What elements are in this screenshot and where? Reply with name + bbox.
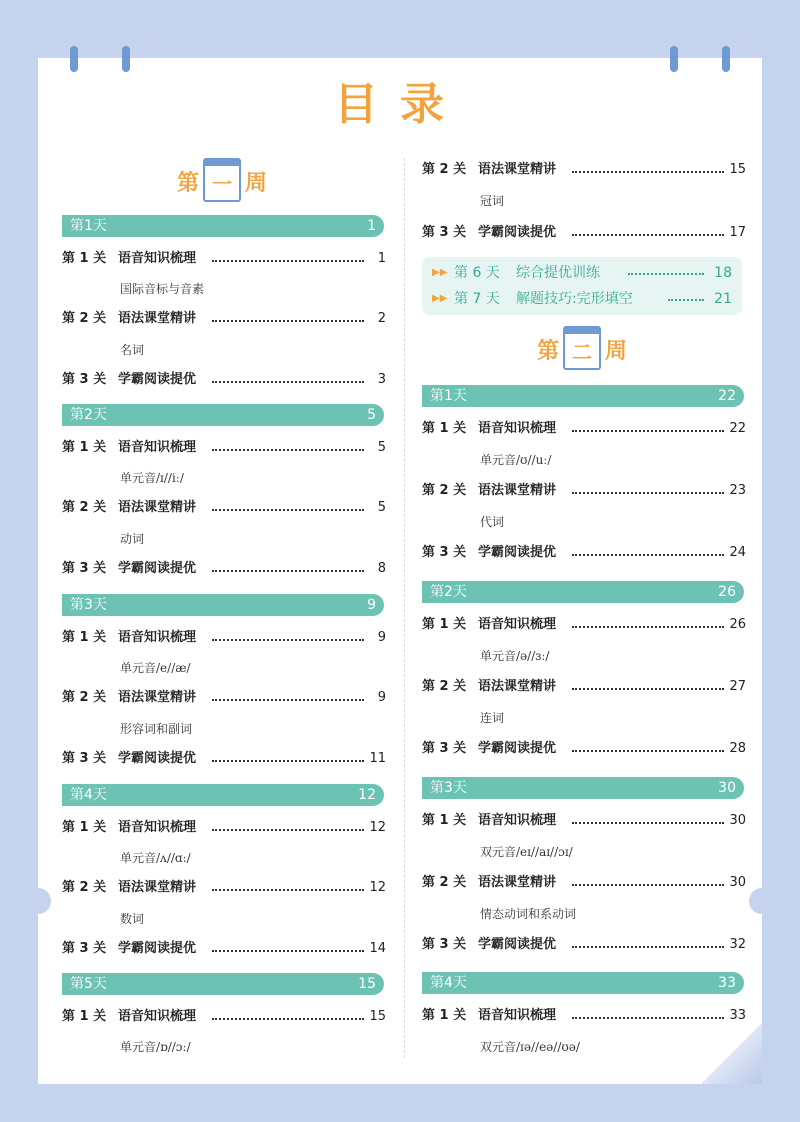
day-header-bar (62, 404, 384, 426)
gate-label: 第 2 关 (62, 690, 107, 705)
week-number: 二 (572, 340, 592, 364)
toc-entry[interactable] (422, 811, 746, 831)
page-number: 22 (729, 421, 746, 436)
gate-label: 第 1 关 (62, 630, 107, 645)
leader-dots (212, 570, 364, 572)
day-page-number: 9 (367, 597, 376, 613)
entry-title: 学霸阅读提优 (478, 937, 557, 952)
gate-label: 第 3 关 (62, 561, 107, 576)
page-notch (749, 888, 775, 914)
entry-subtitle: 动词 (120, 532, 145, 546)
page-number: 15 (729, 162, 746, 177)
week-prefix: 第 (176, 171, 199, 196)
day-page-number: 30 (718, 780, 736, 796)
page-number: 18 (714, 265, 732, 281)
day-page-number: 5 (367, 407, 376, 423)
entry-subtitle: 单元音/ʊ//uː/ (480, 453, 552, 467)
entry-title: 语音知识梳理 (118, 251, 197, 266)
gate-label: 第 1 关 (62, 820, 107, 835)
leader-dots (212, 699, 364, 701)
toc-entry[interactable] (422, 739, 746, 759)
gate-label: 第 2 关 (422, 483, 467, 498)
leader-dots (572, 884, 724, 886)
day-label: 第2天 (430, 584, 467, 600)
toc-entry[interactable] (422, 223, 746, 243)
entry-subtitle: 名词 (120, 343, 145, 357)
leader-dots (572, 946, 724, 948)
entry-title: 语法课堂精讲 (118, 500, 197, 515)
entry-title: 学霸阅读提优 (118, 751, 197, 766)
day-label: 第2天 (70, 407, 107, 423)
leader-dots (212, 260, 364, 262)
toc-entry[interactable] (62, 249, 386, 269)
entry-title: 学霸阅读提优 (478, 545, 557, 560)
week-two-title (422, 330, 742, 374)
day-label: 第3天 (430, 780, 467, 796)
page-number: 26 (729, 617, 746, 632)
entry-title: 语法课堂精讲 (478, 875, 557, 890)
toc-entry[interactable] (62, 309, 386, 329)
page-number: 15 (369, 1009, 386, 1024)
entry-title: 语音知识梳理 (118, 440, 197, 455)
day-header-bar (62, 973, 384, 995)
page-notch (25, 888, 51, 914)
day-header-bar (62, 784, 384, 806)
toc-entry[interactable] (422, 677, 746, 697)
page-number: 5 (377, 440, 386, 455)
entry-subtitle: 单元音/e//æ/ (120, 661, 191, 675)
day-page-number: 15 (358, 976, 376, 992)
page-number: 5 (377, 500, 386, 515)
toc-entry[interactable] (62, 818, 386, 838)
day-label: 第4天 (70, 787, 107, 803)
entry-title: 语法课堂精讲 (118, 311, 197, 326)
entry-title: 语法课堂精讲 (478, 483, 557, 498)
leader-dots (572, 430, 724, 432)
page-number: 1 (377, 251, 386, 266)
toc-entry[interactable] (422, 873, 746, 893)
gate-label: 第 1 关 (422, 813, 467, 828)
day-label: 第5天 (70, 976, 107, 992)
gate-label: 第 2 关 (62, 880, 107, 895)
entry-title: 语法课堂精讲 (478, 679, 557, 694)
week-suffix: 周 (245, 171, 268, 196)
entry-subtitle: 情态动词和系动词 (480, 907, 577, 921)
entry-title: 语音知识梳理 (478, 617, 557, 632)
entry-subtitle: 双元音/eɪ//aɪ//ɔɪ/ (480, 845, 573, 859)
gate-label: 第 1 关 (422, 1008, 467, 1023)
page-number: 32 (729, 937, 746, 952)
leader-dots (212, 509, 364, 511)
toc-entry[interactable] (62, 878, 386, 898)
toc-entry[interactable] (62, 438, 386, 458)
toc-entry[interactable] (422, 543, 746, 563)
leader-dots (572, 822, 724, 824)
page-number: 9 (377, 630, 386, 645)
toc-entry[interactable] (422, 935, 746, 955)
page-number: 9 (377, 690, 386, 705)
page-number: 12 (369, 820, 386, 835)
entry-title: 语音知识梳理 (118, 1009, 197, 1024)
toc-entry[interactable] (62, 498, 386, 518)
entry-title: 学霸阅读提优 (118, 561, 197, 576)
day-label: 第4天 (430, 975, 467, 991)
page-number: 17 (729, 225, 746, 240)
entry-title: 语音知识梳理 (478, 421, 557, 436)
special-days-box (422, 257, 742, 315)
gate-label: 第 2 关 (62, 500, 107, 515)
gate-label: 第 2 关 (422, 162, 467, 177)
leader-dots (212, 381, 364, 383)
page-number: 21 (714, 291, 732, 307)
day-header-bar (422, 581, 744, 603)
leader-dots (628, 273, 704, 275)
day-label: 第1天 (70, 218, 107, 234)
toc-entry[interactable] (62, 559, 386, 579)
leader-dots (212, 889, 364, 891)
entry-subtitle: 连词 (480, 711, 505, 725)
page-number: 14 (369, 941, 386, 956)
day-page-number: 33 (718, 975, 736, 991)
toc-entry-day7[interactable] (432, 288, 732, 310)
page-title: 目录 (334, 79, 466, 130)
page-number: 11 (369, 751, 386, 766)
toc-entry[interactable] (62, 939, 386, 959)
entry-subtitle: 单元音/ɒ//ɔː/ (120, 1040, 191, 1054)
entry-subtitle: 数词 (120, 912, 145, 926)
day-label: 第3天 (70, 597, 107, 613)
gate-label: 第 3 关 (422, 225, 467, 240)
leader-dots (572, 234, 724, 236)
page-number: 27 (729, 679, 746, 694)
gate-label: 第 2 关 (62, 311, 107, 326)
leader-dots (212, 760, 364, 762)
toc-entry[interactable] (62, 370, 386, 390)
week-one-title (62, 162, 382, 206)
day-label: 第 6 天 (454, 265, 500, 281)
week-suffix: 周 (605, 339, 628, 364)
gate-label: 第 1 关 (422, 421, 467, 436)
gate-label: 第 3 关 (62, 941, 107, 956)
page-number: 28 (729, 741, 746, 756)
day-page-number: 1 (367, 218, 376, 234)
entry-title: 学霸阅读提优 (478, 225, 557, 240)
calendar-icon (563, 326, 601, 370)
entry-title: 语音知识梳理 (478, 1008, 557, 1023)
day-label: 第 7 天 (454, 291, 500, 307)
entry-subtitle: 冠词 (480, 194, 505, 208)
leader-dots (572, 688, 724, 690)
leader-dots (212, 449, 364, 451)
page-number: 3 (377, 372, 386, 387)
page-number: 23 (729, 483, 746, 498)
gate-label: 第 2 关 (422, 875, 467, 890)
toc-entry[interactable] (422, 615, 746, 635)
toc-entry[interactable] (62, 749, 386, 769)
calendar-icon (203, 158, 241, 202)
gate-label: 第 1 关 (422, 617, 467, 632)
leader-dots (212, 950, 364, 952)
week-number: 一 (212, 172, 232, 196)
entry-subtitle: 形容词和副词 (120, 722, 193, 736)
entry-subtitle: 双元音/ɪə//eə//ʊə/ (480, 1040, 580, 1054)
week-prefix: 第 (536, 339, 559, 364)
gate-label: 第 3 关 (422, 741, 467, 756)
entry-title: 综合提优训练 (516, 265, 600, 281)
day-header-bar (422, 777, 744, 799)
page-number: 8 (377, 561, 386, 576)
entry-subtitle: 单元音/ɪ//iː/ (120, 471, 184, 485)
day-header-bar (62, 215, 384, 237)
entry-title: 语音知识梳理 (478, 813, 557, 828)
entry-title: 语法课堂精讲 (478, 162, 557, 177)
toc-entry-day6[interactable] (432, 262, 732, 284)
leader-dots (572, 171, 724, 173)
column-divider (404, 158, 405, 1058)
leader-dots (668, 299, 704, 301)
gate-label: 第 1 关 (62, 1009, 107, 1024)
gate-label: 第 1 关 (62, 251, 107, 266)
entry-title: 学霸阅读提优 (118, 372, 197, 387)
day-header-bar (62, 594, 384, 616)
day-header-bar (422, 385, 744, 407)
leader-dots (212, 320, 364, 322)
page-number: 30 (729, 875, 746, 890)
day-page-number: 26 (718, 584, 736, 600)
gate-label: 第 3 关 (422, 937, 467, 952)
gate-label: 第 3 关 (422, 545, 467, 560)
entry-subtitle: 代词 (480, 515, 505, 529)
leader-dots (572, 554, 724, 556)
toc-entry[interactable] (62, 628, 386, 648)
gate-label: 第 3 关 (62, 372, 107, 387)
leader-dots (572, 626, 724, 628)
entry-subtitle: 单元音/ə//ɜː/ (480, 649, 550, 663)
toc-entry[interactable] (62, 1007, 386, 1027)
entry-subtitle: 国际音标与音素 (120, 282, 205, 296)
gate-label: 第 1 关 (62, 440, 107, 455)
page-number: 33 (729, 1008, 746, 1023)
leader-dots (212, 829, 364, 831)
leader-dots (212, 639, 364, 641)
leader-dots (572, 492, 724, 494)
double-arrow-icon: ▶▶ (432, 267, 448, 278)
page-number: 12 (369, 880, 386, 895)
entry-title: 语音知识梳理 (118, 820, 197, 835)
toc-entry[interactable] (422, 160, 746, 180)
entry-title: 语法课堂精讲 (118, 690, 197, 705)
day-label: 第1天 (430, 388, 467, 404)
toc-entry[interactable] (62, 688, 386, 708)
toc-entry[interactable] (422, 481, 746, 501)
leader-dots (212, 1018, 364, 1020)
day-page-number: 22 (718, 388, 736, 404)
toc-entry[interactable] (422, 419, 746, 439)
day-header-bar (422, 972, 744, 994)
page-number: 24 (729, 545, 746, 560)
entry-title: 学霸阅读提优 (118, 941, 197, 956)
page-number: 30 (729, 813, 746, 828)
entry-title: 语音知识梳理 (118, 630, 197, 645)
page-number: 2 (377, 311, 386, 326)
leader-dots (572, 750, 724, 752)
double-arrow-icon: ▶▶ (432, 293, 448, 304)
entry-title: 学霸阅读提优 (478, 741, 557, 756)
entry-title: 解题技巧:完形填空 (516, 291, 633, 307)
day-page-number: 12 (358, 787, 376, 803)
entry-title: 语法课堂精讲 (118, 880, 197, 895)
gate-label: 第 2 关 (422, 679, 467, 694)
entry-subtitle: 单元音/ʌ//ɑː/ (120, 851, 191, 865)
gate-label: 第 3 关 (62, 751, 107, 766)
leader-dots (572, 1017, 724, 1019)
toc-entry[interactable] (422, 1006, 746, 1026)
